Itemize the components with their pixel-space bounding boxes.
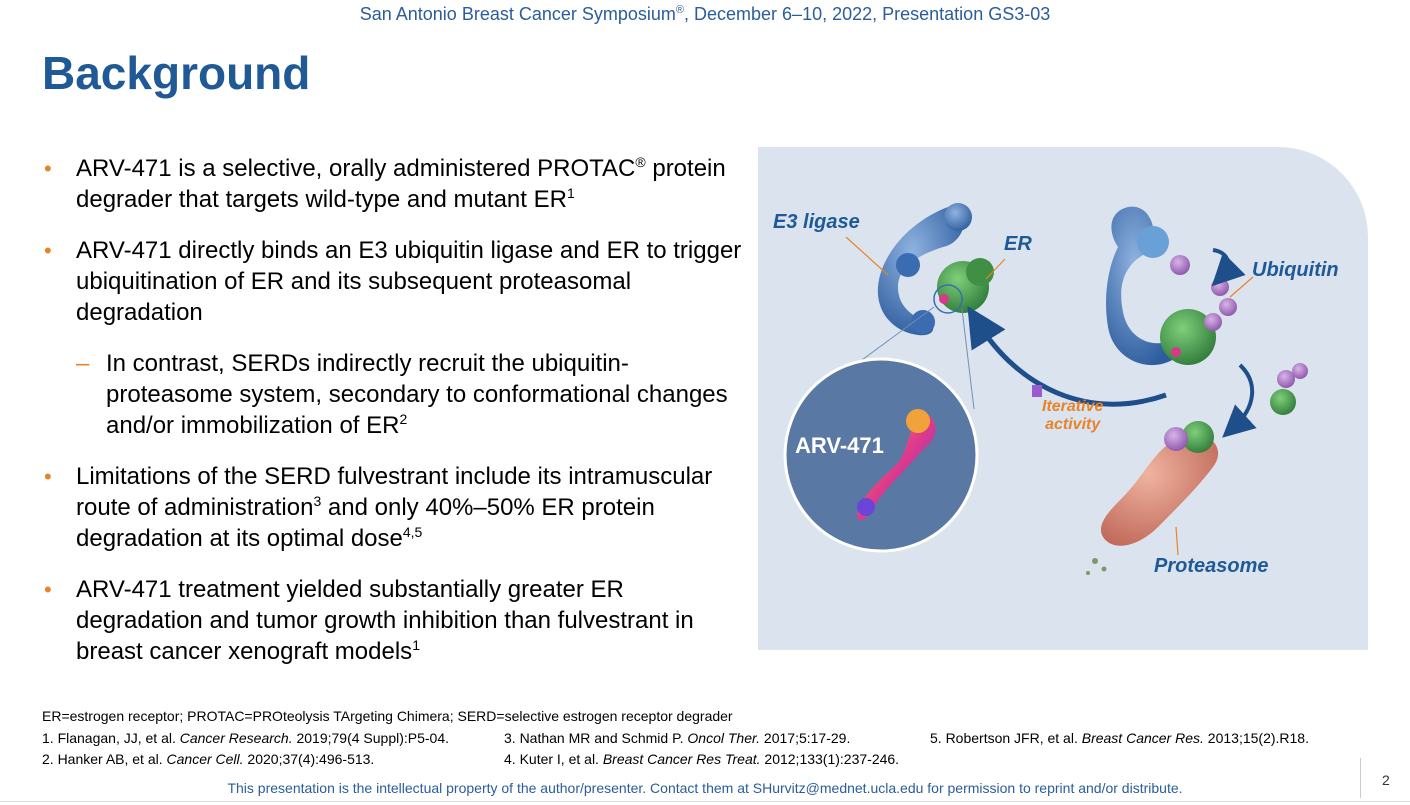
arv471-molecule-small — [939, 294, 949, 304]
abbreviations: ER=estrogen receptor; PROTAC=PROteolysis TArgeting Chimera; SERD=selective estrogen receptor degrader — [42, 708, 733, 724]
reference-item — [504, 751, 899, 767]
ubiquitin-label: Ubiquitin — [1252, 259, 1339, 281]
ref-details: 2017;5:17-29. — [760, 730, 851, 746]
bullet-text: ARV-471 is a selective, orally administered PROTAC — [76, 155, 636, 182]
citation: 4,5 — [402, 524, 423, 540]
bullet-item — [42, 574, 742, 667]
label-pointer — [846, 237, 888, 275]
citation: 2 — [399, 411, 408, 427]
recycled-ubiquitin — [1270, 363, 1308, 415]
bullet-text: ARV-471 treatment yielded substantially greater ER degradation and tumor growth inhibition than fulvestrant in breast cancer xenograft models — [76, 576, 694, 665]
ref-journal: Cancer Cell. — [166, 751, 244, 767]
bullet-text: and only 40%–50% ER protein degradation at its optimal dose — [76, 494, 655, 552]
ref-details: 2020;37(4):496-513. — [243, 751, 375, 767]
label-pointer — [1176, 527, 1178, 555]
header-text: San Antonio Breast Cancer Symposium — [359, 4, 676, 24]
ref-authors: 3. Nathan MR and Schmid P. — [504, 730, 688, 746]
reference-item — [42, 730, 449, 746]
ip-notice-footer: This presentation is the intellectual property of the author/presenter. Contact them at SHurvitz@mednet.ucla.edu for permission to reprint and/or distribute. — [227, 780, 1183, 796]
ref-journal: Oncol Ther. — [687, 730, 761, 746]
sub-bullet-marker: – — [76, 350, 90, 377]
ref-journal: Cancer Research. — [179, 730, 293, 746]
callout-line — [962, 309, 974, 409]
iterative-label-line: activity — [1045, 416, 1101, 433]
iterative-label-line: Iterative — [1042, 398, 1104, 415]
ref-journal: Breast Cancer Res. — [1081, 730, 1204, 746]
bullet-list — [42, 153, 742, 687]
bullet-marker: • — [44, 156, 52, 181]
bullet-marker: • — [44, 238, 52, 263]
ref-authors: 5. Robertson JFR, et al. — [930, 730, 1082, 746]
mechanism-figure — [758, 147, 1368, 650]
bullet-item — [42, 461, 742, 554]
bullet-text: ARV-471 directly binds an E3 ubiquitin ligase and ER to trigger ubiquitination of ER and its subsequent proteasomal degradation — [76, 237, 742, 326]
bullet-text: protein degrader that targets wild-type and mutant ER — [76, 155, 726, 213]
proteasome-protein — [1086, 421, 1218, 575]
ref-details: 2012;133(1):237-246. — [760, 751, 900, 767]
bullet-text: Limitations of the SERD fulvestrant include its intramuscular route of administration — [76, 463, 713, 521]
citation: 1 — [412, 637, 420, 653]
citation: 3 — [313, 493, 322, 509]
sub-bullet-item — [42, 348, 742, 441]
released-arv471 — [1032, 385, 1042, 397]
bullet-marker: • — [44, 464, 52, 489]
ref-journal: Breast Cancer Res Treat. — [602, 751, 761, 767]
bullet-item — [42, 235, 742, 328]
bullet-marker: • — [44, 577, 52, 602]
citation: 1 — [566, 185, 575, 201]
proteasome-label: Proteasome — [1154, 555, 1269, 577]
registered-mark: ® — [635, 154, 646, 170]
e3-ligase-label: E3 ligase — [773, 211, 860, 233]
arv471-label: ARV-471 — [795, 433, 884, 458]
header-text-suffix: , December 6–10, 2022, Presentation GS3-03 — [684, 4, 1051, 24]
ubiquitinated-complex — [1106, 207, 1237, 366]
page-number: 2 — [1382, 772, 1390, 788]
ref-details: 2019;79(4 Suppl):P5-04. — [292, 730, 450, 746]
registered-mark: ® — [675, 4, 685, 16]
divider — [0, 801, 1410, 802]
reference-item — [504, 730, 850, 746]
label-pointer — [1230, 277, 1253, 297]
reference-item — [930, 730, 1309, 746]
ubiquitination-arrow — [1213, 250, 1228, 275]
iterative-activity-label — [1042, 398, 1103, 434]
conference-header — [0, 4, 1410, 25]
er-label: ER — [1004, 233, 1032, 255]
bullet-text: In contrast, SERDs indirectly recruit the ubiquitin-proteasome system, secondary to conformational changes and/or immobilization of ER — [106, 350, 728, 439]
slide-title: Background — [42, 47, 311, 99]
ref-authors: 1. Flanagan, JJ, et al. — [42, 730, 180, 746]
ref-authors: 2. Hanker AB, et al. — [42, 751, 167, 767]
ref-authors: 4. Kuter I, et al. — [504, 751, 603, 767]
degradation-arrow — [1234, 365, 1252, 427]
divider — [1360, 758, 1361, 798]
bullet-item — [42, 153, 742, 215]
iterative-arrow — [978, 323, 1166, 404]
reference-item — [42, 751, 374, 767]
ref-details: 2013;15(2).R18. — [1203, 730, 1309, 746]
